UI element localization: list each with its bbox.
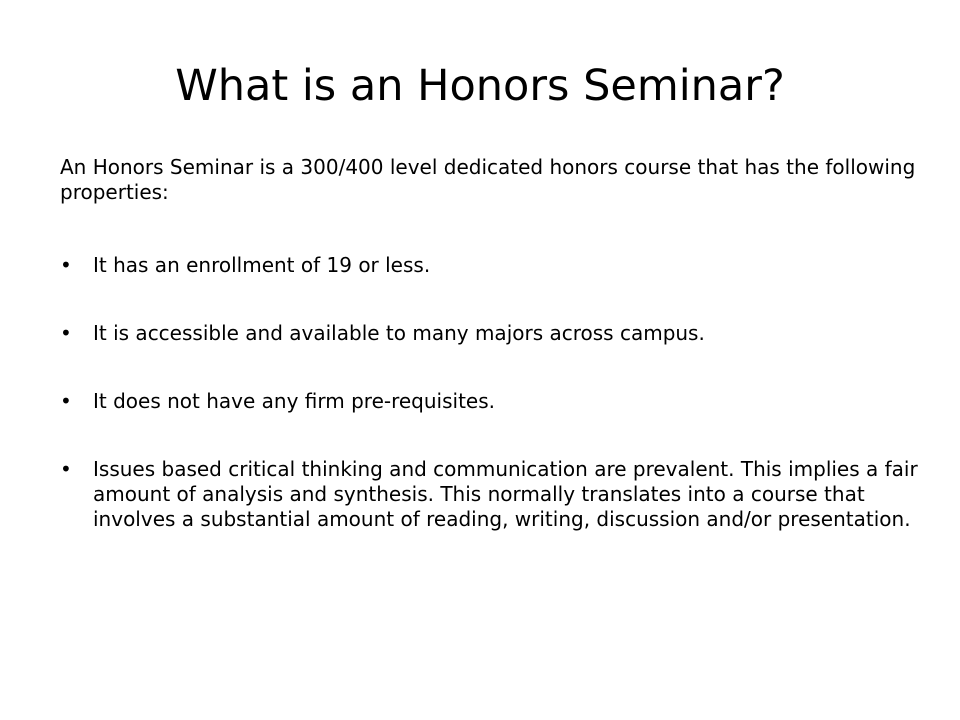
- bullet-text: Issues based critical thinking and communication are prevalent. This implies a fair amount of analysis and synthesis. This normally translates into a course that involves a substantial amount of reading, writing, discussion and/or presentation.: [93, 457, 918, 531]
- bullet-icon: •: [60, 389, 72, 413]
- slide-title: What is an Honors Seminar?: [175, 61, 785, 111]
- bullet-icon: •: [60, 457, 72, 481]
- bullet-item-critical-thinking: [60, 457, 930, 532]
- bullet-icon: •: [60, 253, 72, 277]
- bullet-list: [60, 253, 930, 575]
- bullet-item-enrollment: [60, 253, 930, 278]
- bullet-text: It is accessible and available to many majors across campus.: [93, 321, 705, 345]
- bullet-item-prerequisites: [60, 389, 930, 414]
- bullet-text: It does not have any firm pre-requisites.: [93, 389, 496, 413]
- intro-paragraph: An Honors Seminar is a 300/400 level dedicated honors course that has the following properties:: [60, 155, 916, 204]
- bullet-item-accessibility: [60, 321, 930, 346]
- bullet-icon: •: [60, 321, 72, 345]
- bullet-text: It has an enrollment of 19 or less.: [93, 253, 431, 277]
